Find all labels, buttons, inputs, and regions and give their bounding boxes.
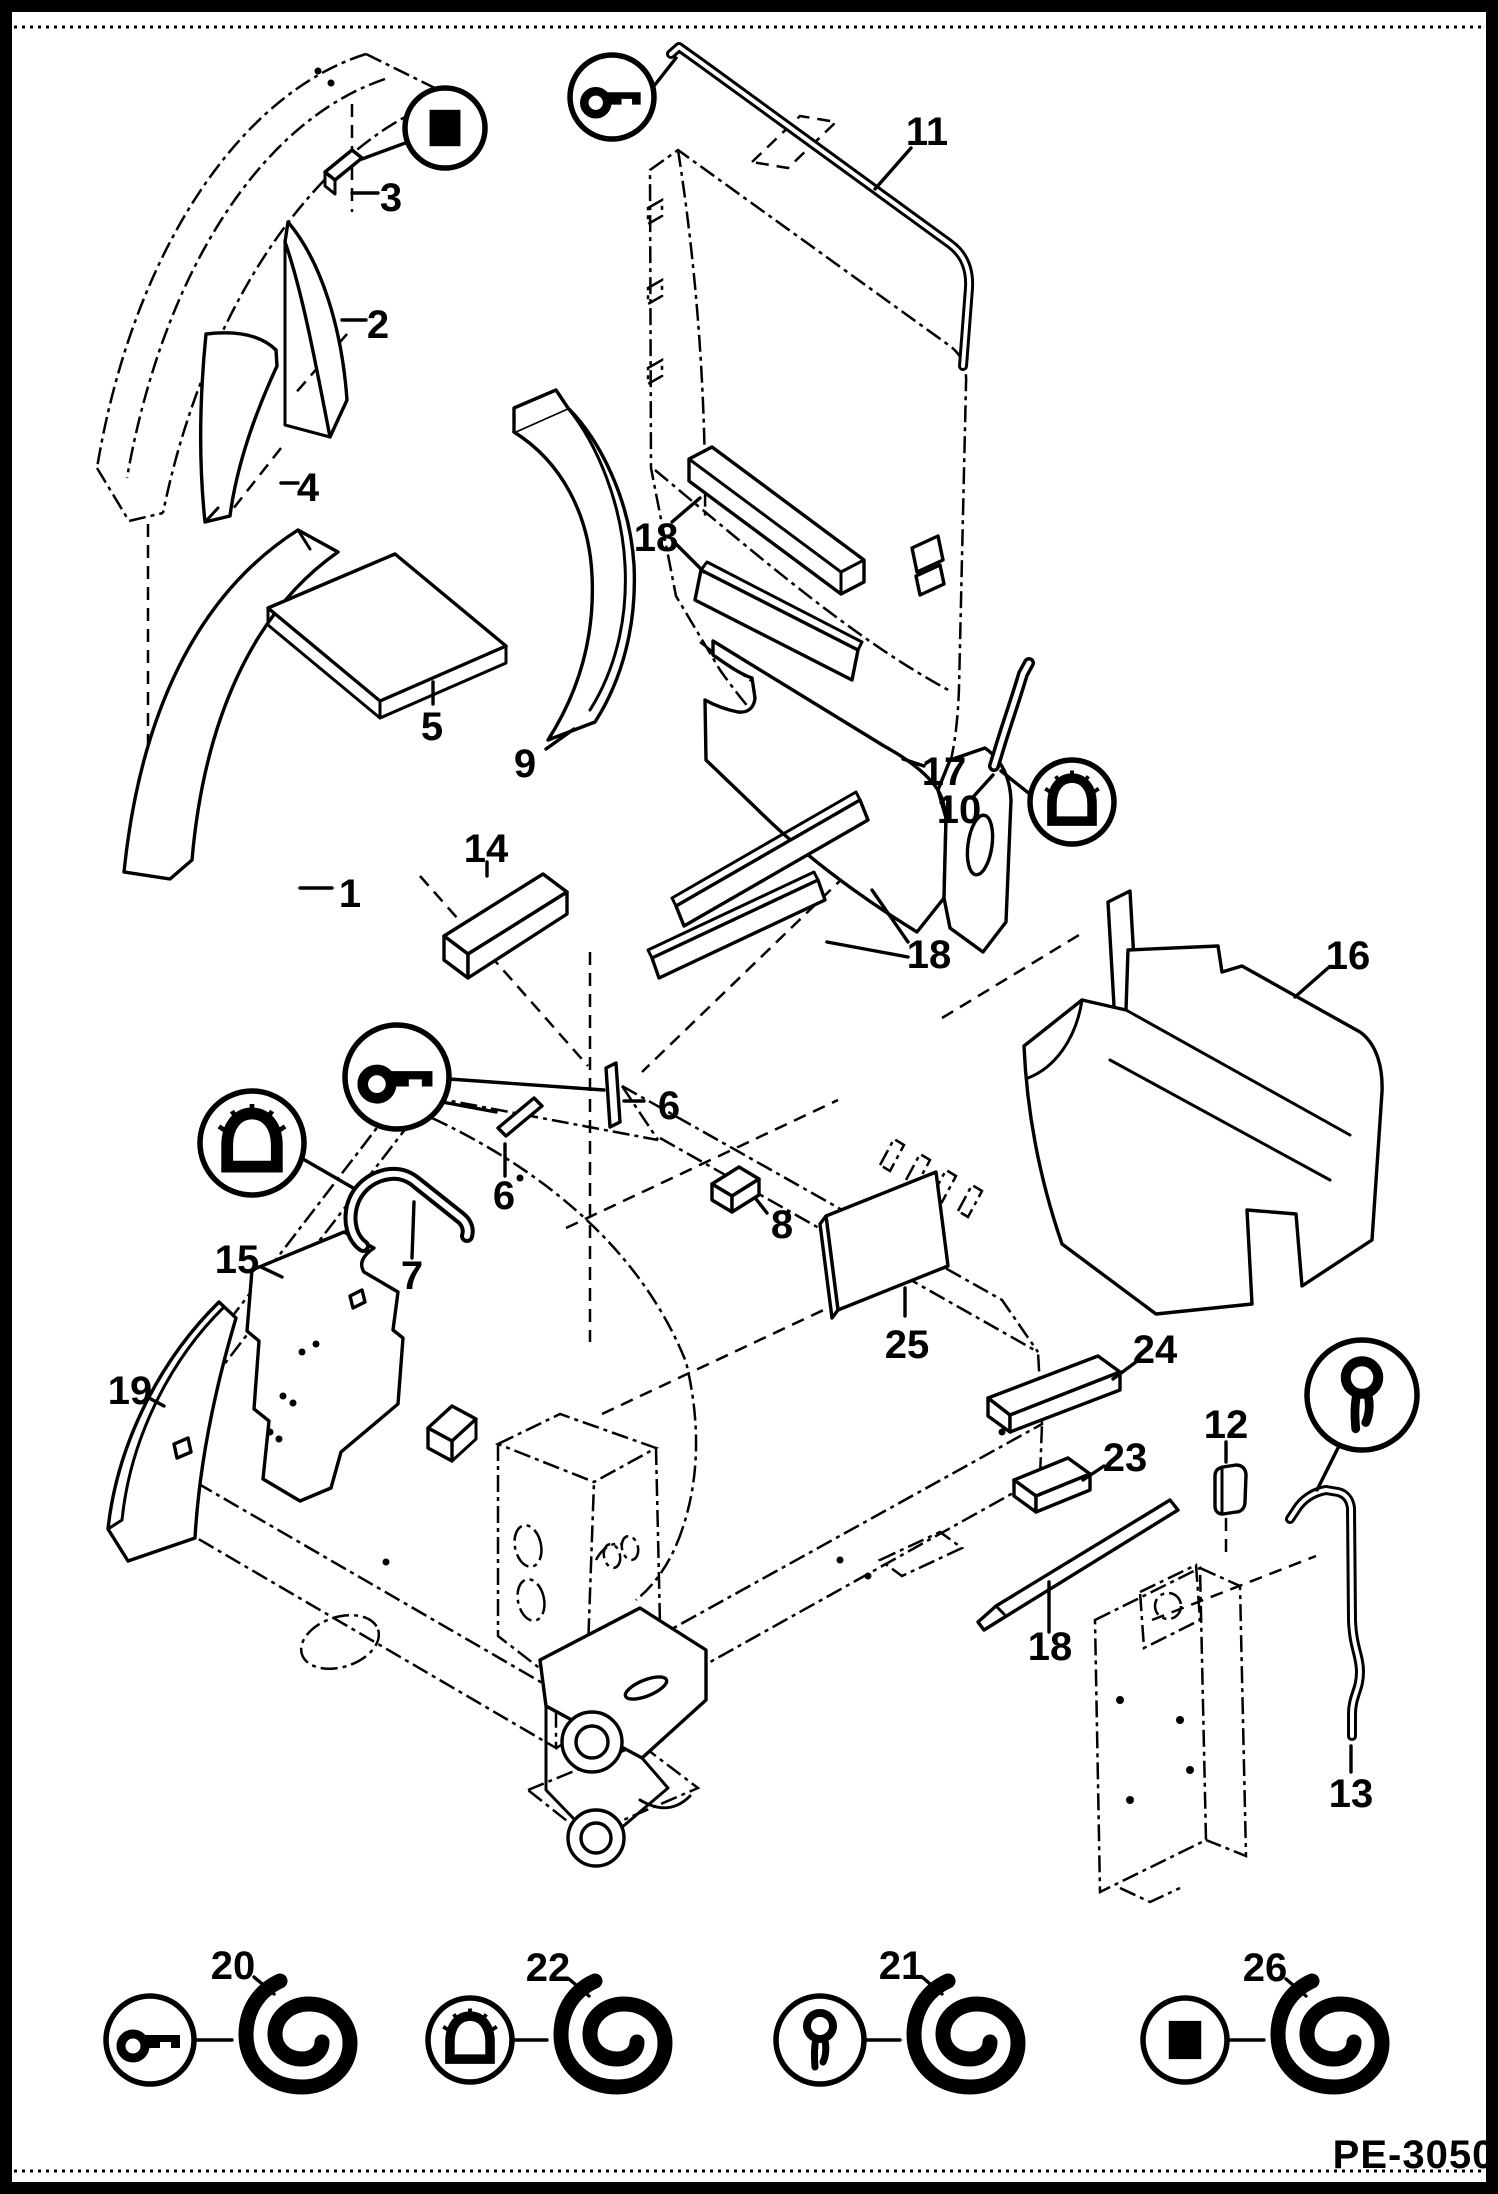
- callout-part-3: 3: [379, 176, 403, 220]
- callout-part-7: 7: [400, 1254, 424, 1298]
- detail-circle-leader: [654, 58, 676, 86]
- callout-part-26: 26: [1242, 1946, 1288, 1990]
- drawing-number: PE-3050: [1332, 2133, 1496, 2177]
- radiator-support-phantom: [1095, 1565, 1246, 1902]
- callout-part-16: 16: [1325, 934, 1371, 978]
- callout-part-6: 6: [657, 1084, 681, 1128]
- callout-part-5: 5: [420, 705, 444, 749]
- part-2-foam-wedge: [285, 222, 347, 437]
- part-19-foam-wedge-panel: [108, 1302, 236, 1561]
- part-4-foam-wedge: [201, 333, 277, 522]
- callout-part-18: 18: [633, 516, 679, 560]
- callout-part-24: 24: [1132, 1328, 1178, 1372]
- callout-part-9: 9: [513, 742, 537, 786]
- callout-part-23: 23: [1102, 1436, 1148, 1480]
- part-1-curved-foam-panel: [124, 530, 338, 879]
- callout-part-20: 20: [210, 1944, 256, 1988]
- part-23-foam-pad: [1014, 1458, 1090, 1512]
- callout-part-11: 11: [905, 110, 949, 154]
- callout-part-2: 2: [366, 303, 390, 347]
- detail-circle-leader: [362, 142, 408, 159]
- callout-part-19: 19: [107, 1369, 153, 1413]
- callout-part-18: 18: [1027, 1625, 1073, 1669]
- part-9-curved-channel: [514, 390, 634, 740]
- part-12-clip: [1215, 1465, 1246, 1514]
- callout-part-4: 4: [296, 466, 320, 510]
- callout-part-14: 14: [463, 827, 509, 871]
- detail-circle-leader: [303, 1159, 355, 1189]
- callout-part-10: 10: [936, 788, 982, 832]
- seal-coil-icon: [914, 1981, 1018, 2087]
- part-18-strip-pointed: [978, 1500, 1178, 1630]
- callout-part-22: 22: [525, 1946, 571, 1990]
- callout-leader: [412, 1202, 414, 1258]
- top-cover-phantom: [97, 54, 453, 521]
- callout-part-12: 12: [1203, 1403, 1249, 1447]
- callout-leader: [827, 942, 908, 957]
- seal-coil-icon: [1278, 1981, 1382, 2087]
- part-6-strip-right: [606, 1063, 620, 1127]
- callout-part-17: 17: [921, 750, 967, 794]
- callout-part-25: 25: [884, 1323, 930, 1367]
- part-11-door-seal: [671, 47, 969, 366]
- part-8-foam-block: [712, 1167, 759, 1212]
- part-25-foam-panel: [820, 1172, 948, 1318]
- callout-leader: [756, 1199, 767, 1213]
- callout-part-13: 13: [1328, 1772, 1374, 1816]
- callout-part-1: 1: [338, 872, 362, 916]
- callout-leader: [1295, 968, 1328, 997]
- callout-part-21: 21: [878, 1944, 924, 1988]
- detail-circle-leader: [449, 1079, 604, 1090]
- part-3-foam-strip: [325, 150, 362, 194]
- detail-circle-leader: [1317, 1446, 1339, 1490]
- seal-coil-icon: [561, 1981, 665, 2087]
- square-foam-profile-icon: [430, 110, 461, 146]
- callout-part-8: 8: [770, 1203, 794, 1247]
- callout-leader: [875, 148, 911, 189]
- callout-part-6: 6: [492, 1174, 516, 1218]
- part-24-foam-strip: [988, 1356, 1120, 1432]
- part-10-seal-strip: [994, 663, 1029, 766]
- callout-part-18: 18: [906, 933, 952, 977]
- part-14-foam-block: [444, 874, 567, 978]
- part-13-long-seal: [1290, 1490, 1360, 1736]
- part-7-hook-seal: [350, 1174, 467, 1246]
- square-foam-profile-icon: [1169, 2021, 1201, 2059]
- callout-part-15: 15: [214, 1238, 260, 1282]
- seal-coil-icon: [246, 1981, 350, 2087]
